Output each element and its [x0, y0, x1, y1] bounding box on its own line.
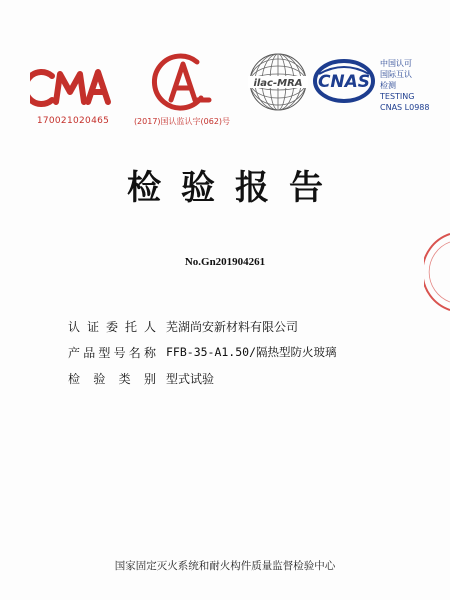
red-seal-stamp: [424, 232, 450, 312]
cnas-line: TESTING: [380, 92, 415, 101]
cnas-line: 国际互认: [380, 70, 412, 79]
report-fields: [68, 318, 428, 396]
cal-logo: [145, 52, 217, 112]
field-label: 检验类别: [68, 372, 156, 386]
cnas-logo: [313, 58, 375, 104]
cnas-line: 检测: [380, 81, 396, 90]
field-row-category: [68, 370, 428, 396]
cnas-line: CNAS L0988: [380, 103, 430, 112]
ilac-mra-logo: [246, 52, 310, 112]
report-number: No.Gn201904261: [184, 256, 266, 268]
svg-text:CNAS: CNAS: [317, 72, 371, 92]
field-row-product: [68, 344, 428, 370]
cnas-accreditation-text: [380, 58, 446, 113]
cnas-line: 中国认可: [380, 59, 412, 68]
field-value: FFB-35-A1.50/隔热型防火玻璃: [166, 345, 337, 359]
cal-certificate-code: (2017)国认监认字(062)号: [133, 117, 231, 126]
issuing-organization: 国家固定灭火系统和耐火构件质量监督检验中心: [114, 560, 336, 572]
field-row-client: [68, 318, 428, 344]
field-label: 认证委托人: [68, 320, 156, 334]
svg-text:ilac-MRA: ilac-MRA: [253, 78, 303, 89]
field-label: 产品型号名称: [68, 346, 156, 360]
field-value: 型式试验: [166, 372, 215, 386]
field-value: 芜湖尚安新材料有限公司: [166, 320, 299, 334]
report-title: 检验报告: [127, 168, 343, 208]
cma-certificate-code: 170021020465: [36, 116, 110, 126]
cma-logo: [30, 62, 116, 112]
